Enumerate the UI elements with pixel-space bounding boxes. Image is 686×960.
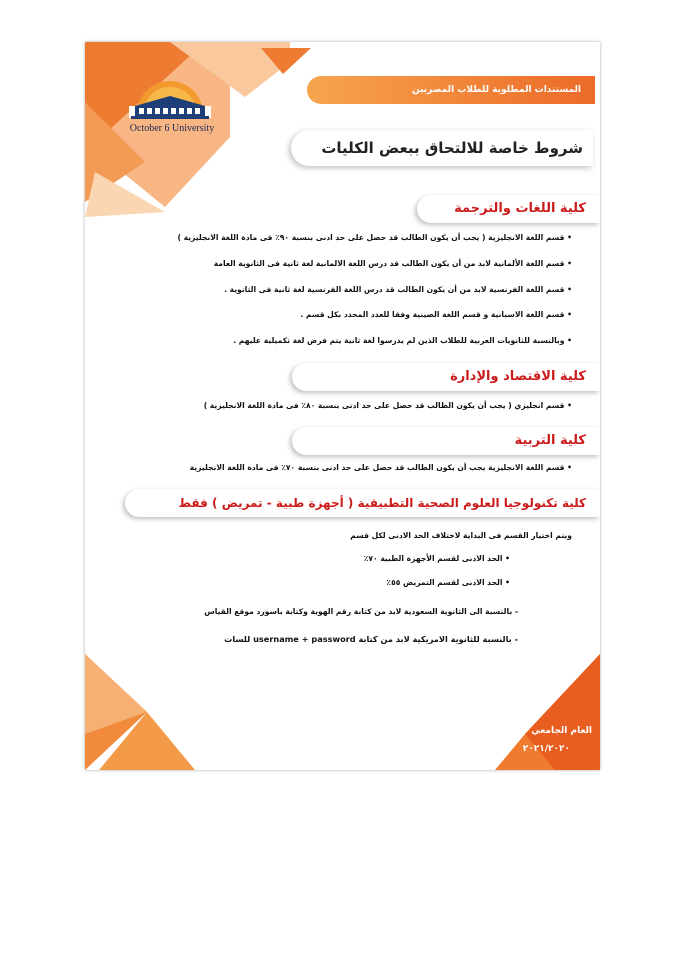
- languages-line-1: • قسم اللغة الانجليزية ( يجب أن يكون الطالب قد حصل على حد ادنى بنسبة ٩٠٪ فى مادة اللغة الانجليزية ): [177, 233, 572, 242]
- languages-line-2: • قسم اللغة الألمانية لابد من أن يكون الطالب قد درس اللغة الالمانية لغة ثانية فى الثانوية العامة: [213, 259, 572, 268]
- economics-line-1: • قسم انجليزي ( يجب أن يكون الطالب قد حصل على حد ادنى بنسبة ٨٠٪ فى مادة اللغة الانجليزية ): [203, 401, 572, 410]
- section-title-languages: كلية اللغات والترجمة: [454, 201, 586, 216]
- academic-year-label: العام الجامعي: [531, 726, 592, 736]
- health-note-1: - بالنسبة الى الثانوية السعودية لابد من كتابة رقم الهوية وكتابة باسورد موقع القياس: [204, 607, 518, 616]
- university-name: October 6 University: [129, 123, 215, 134]
- bottom-left-decoration: [85, 654, 195, 770]
- university-logo: [115, 68, 225, 138]
- section-title-economics: كلية الاقتصاد والإدارة: [450, 369, 586, 384]
- languages-line-3: • قسم اللغة الفرنسية لابد من أن يكون الطالب قد درس اللغة الفرنسية لغة ثانية فى الثانوية .: [224, 285, 572, 294]
- page-title: شروط خاصة للالتحاق ببعض الكليات: [321, 139, 583, 157]
- health-intro: ويتم اختيار القسم فى البداية لاختلاف الحد الادنى لكل قسم: [350, 531, 572, 540]
- section-title-education: كلية التربية: [514, 433, 586, 448]
- section-title-health: كلية تكنولوجيا العلوم الصحية التطبيقية ( أجهزة طبية - تمريض ) فقط: [178, 496, 586, 510]
- health-note-2: - بالنسبة للثانوية الامريكية لابد من كتابة username + password للسات: [224, 634, 518, 644]
- corner-triangle-decoration: [261, 48, 311, 74]
- languages-line-4: • قسم اللغة الاسبانية و قسم اللغة الصينية وفقا للعدد المحدد بكل قسم .: [300, 310, 572, 319]
- languages-line-5: • وبالنسبة للثانويات العربية للطلاب الذين لم يدرسوا لغة ثانية يتم فرض لغة تكميلية عليهم .: [233, 336, 572, 345]
- health-bullet-2: • الحد الادنى لقسم التمريض ٥٥٪: [386, 578, 510, 587]
- document-page: [85, 42, 600, 770]
- top-banner: المستندات المطلوبة للطلاب المصريين: [307, 76, 595, 104]
- health-bullet-1: • الحد الادنى لقسم الأجهزة الطبية ٧٠٪: [363, 554, 510, 563]
- education-line-1: • قسم اللغة الانجليزية يجب أن يكون الطالب قد حصل على حد ادنى بنسبة ٧٠٪ فى مادة اللغة الانجليزية: [189, 463, 572, 472]
- academic-year-value: ٢٠٢١/٢٠٢٠: [522, 744, 570, 754]
